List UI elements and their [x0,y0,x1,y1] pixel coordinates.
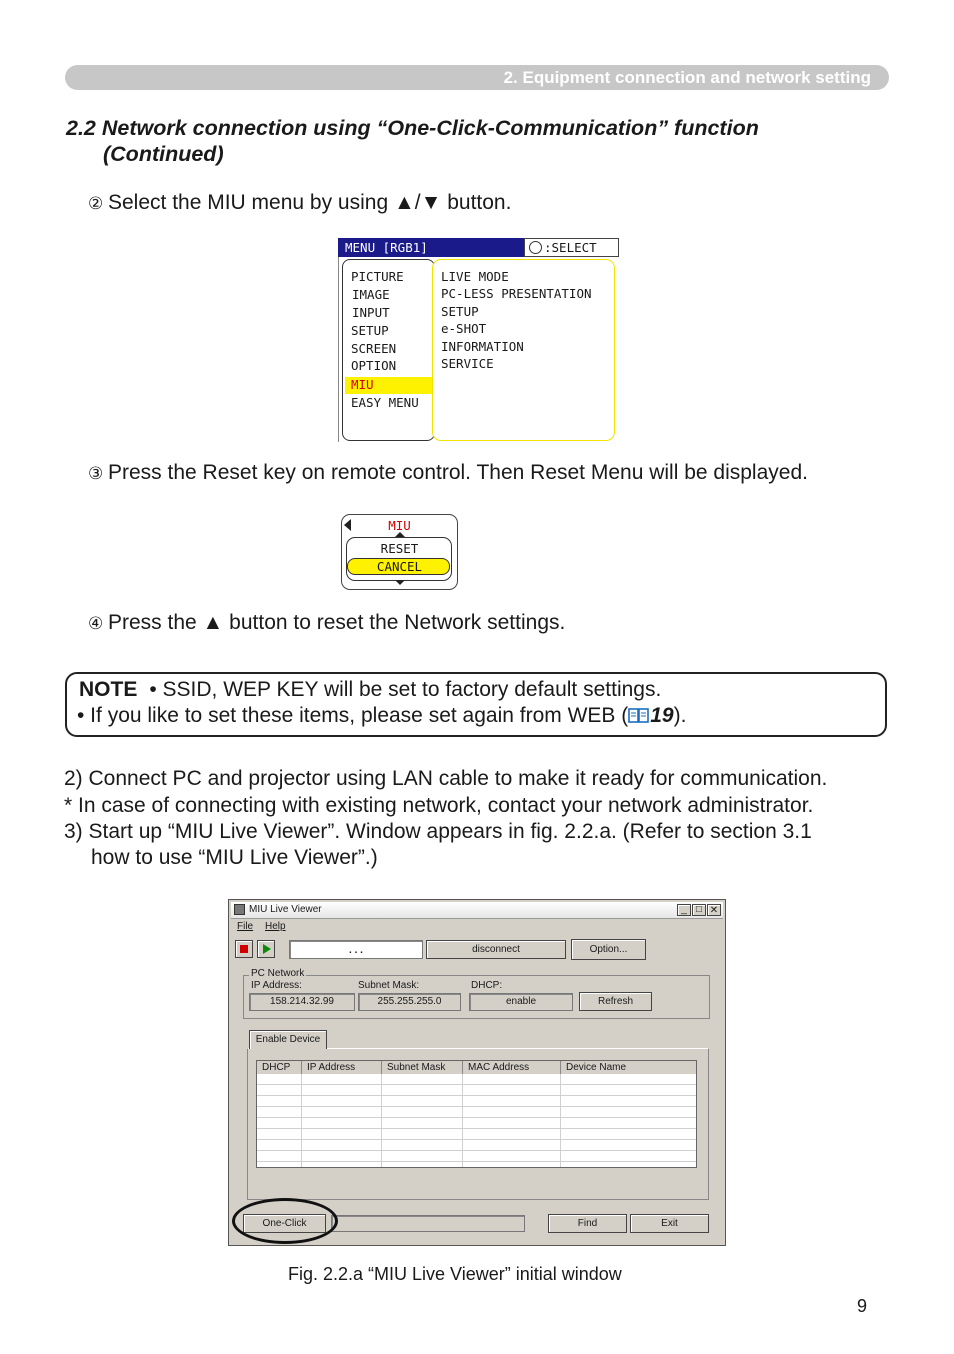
table-grid [301,1074,302,1168]
para-existing-network: * In case of connecting with existing network, contact your network administrator. [64,794,814,817]
osd-sub-setup[interactable]: SETUP [441,304,479,319]
osd-select-text: :SELECT [544,240,597,255]
miu-live-viewer-window [228,899,726,1246]
osd-right-panel [432,259,615,441]
osd-menu-title: MENU [RGB1] [338,238,524,257]
col-mac-address[interactable]: MAC Address [463,1061,561,1074]
table-rows [257,1074,697,1168]
osd-item-setup[interactable]: SETUP [351,323,389,338]
step-2 [88,191,511,215]
osd-item-easy-menu[interactable]: EASY MENU [351,395,419,410]
up-arrow-icon [395,532,405,537]
reset-option[interactable]: RESET [380,541,419,556]
osd-sub-eshot[interactable]: e-SHOT [441,321,487,336]
step-3-number: ③ [88,464,104,483]
select-arrows-icon [529,241,542,254]
note-box [65,672,887,737]
status-field [331,1215,525,1232]
refresh-button[interactable]: Refresh [579,992,652,1011]
step-4-number: ④ [88,614,104,633]
dhcp-field[interactable]: enable [469,993,573,1011]
reset-menu [341,514,458,590]
section-title-line2: (Continued) [103,142,224,166]
para-connect-pc: 2) Connect PC and projector using LAN cable to make it ready for communication. [64,767,828,790]
one-click-highlight-ellipse [232,1198,338,1244]
app-icon [234,904,245,915]
cancel-option[interactable]: CANCEL [376,559,423,574]
table-grid [560,1074,561,1168]
col-device-name[interactable]: Device Name [561,1061,696,1074]
note-line-2-end: ). [673,704,687,727]
option-button[interactable]: Option... [571,939,646,960]
ip-address-field[interactable]: 158.214.32.99 [249,993,355,1011]
dhcp-label: DHCP: [471,980,503,991]
osd-divider [338,257,339,442]
menu-file[interactable]: File [237,921,254,932]
exit-button[interactable]: Exit [630,1214,709,1233]
note-page-ref[interactable]: 19 [650,704,674,727]
address-input[interactable]: . . . [289,940,423,959]
chapter-header-bar [65,65,889,90]
step-4-text: Press the ▲ button to reset the Network settings. [108,611,566,634]
note-line-2-text: • If you like to set these items, please set again from WEB ( [77,704,629,727]
page-number: 9 [857,1296,868,1316]
step-3 [88,461,808,485]
table-grid [381,1074,382,1168]
osd-menu [338,238,619,442]
osd-item-miu[interactable]: MIU [351,377,374,392]
para-start-viewer: 3) Start up “MIU Live Viewer”. Window appears in fig. 2.2.a. (Refer to section 3.1 [64,820,812,843]
osd-item-image[interactable]: IMAGE [352,287,390,302]
window-title: MIU Live Viewer [249,904,322,915]
col-dhcp[interactable]: DHCP [257,1061,302,1074]
window-titlebar [231,902,723,919]
one-click-button[interactable]: One-Click [243,1214,326,1233]
para-start-viewer-cont: how to use “MIU Live Viewer”.) [91,846,378,869]
maximize-button[interactable]: □ [692,904,706,916]
subnet-mask-field[interactable]: 255.255.255.0 [358,993,461,1011]
stop-button[interactable] [235,940,253,958]
minimize-button[interactable]: _ [677,904,691,916]
step-2-text: Select the MIU menu by using ▲/▼ button. [108,191,512,214]
section-title-line1: 2.2 Network connection using “One-Click-Communication” function [66,116,759,140]
menu-help[interactable]: Help [265,921,286,932]
tab-enable-device[interactable]: Enable Device [249,1030,327,1049]
section-title [66,115,759,167]
step-4 [88,611,565,635]
osd-sub-pc-less[interactable]: PC-LESS PRESENTATION [441,286,592,301]
pc-network-label: PC Network [251,968,305,979]
close-button[interactable]: ✕ [707,904,721,916]
note-line-1 [79,678,661,702]
figure-caption: Fig. 2.2.a “MIU Live Viewer” initial window [288,1264,622,1284]
book-icon [628,706,650,723]
step-3-text: Press the Reset key on remote control. Then Reset Menu will be displayed. [108,461,808,484]
stop-icon [240,945,248,953]
note-label: NOTE [79,678,138,701]
osd-select-hint [524,238,619,257]
find-button[interactable]: Find [548,1214,627,1233]
col-ip-address[interactable]: IP Address [302,1061,382,1074]
col-subnet-mask[interactable]: Subnet Mask [382,1061,463,1074]
disconnect-button[interactable]: disconnect [426,940,566,959]
device-table [256,1060,697,1168]
osd-sub-service[interactable]: SERVICE [441,356,494,371]
reset-menu-title: MIU [388,518,411,533]
down-arrow-icon [395,580,405,585]
osd-sub-information[interactable]: INFORMATION [441,339,524,354]
table-grid [462,1074,463,1168]
osd-item-input[interactable]: INPUT [352,305,390,320]
chapter-title: 2. Equipment connection and network setting [503,68,871,87]
osd-item-screen[interactable]: SCREEN [351,341,397,356]
osd-item-option[interactable]: OPTION [351,358,397,373]
note-line-1-text: • SSID, WEP KEY will be set to factory default settings. [149,678,662,701]
play-button[interactable] [257,940,275,958]
osd-sub-live-mode[interactable]: LIVE MODE [441,269,509,284]
osd-left-panel [342,259,435,441]
subnet-mask-label: Subnet Mask: [358,980,420,991]
osd-item-picture[interactable]: PICTURE [351,269,404,284]
ip-address-label: IP Address: [251,980,302,991]
note-line-2 [77,704,686,728]
step-2-number: ② [88,194,104,213]
play-icon [263,944,271,954]
